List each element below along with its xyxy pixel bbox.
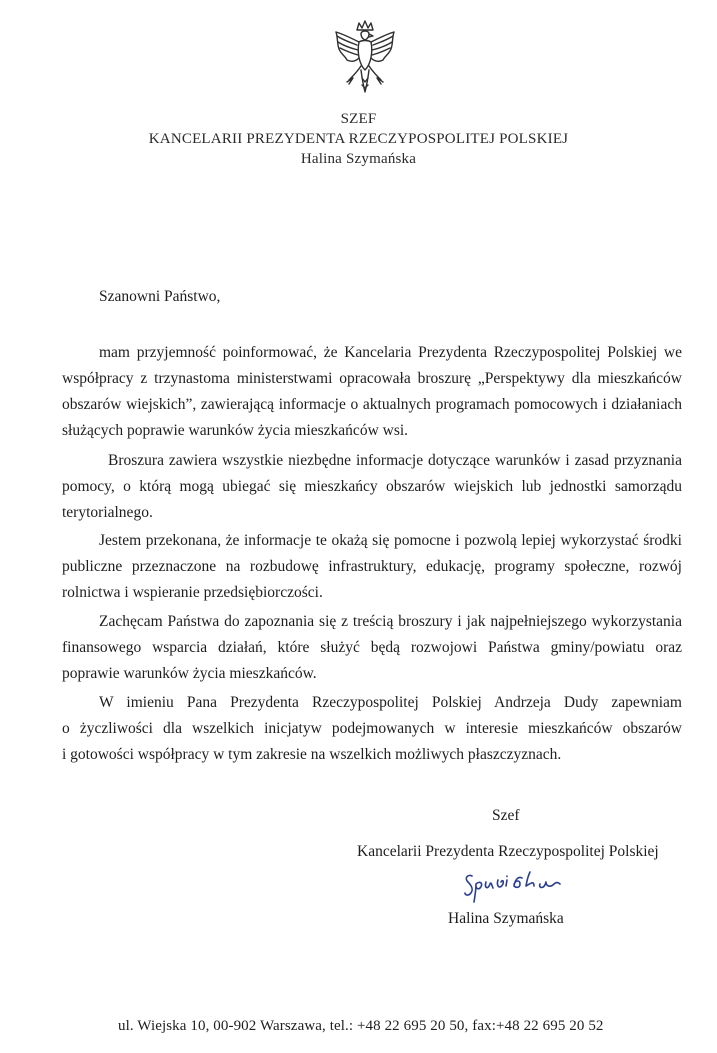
letter-salutation: Szanowni Państwo,: [99, 288, 221, 305]
letter-paragraph-4-cont: [62, 635, 682, 687]
letter-paragraph-5-cont: [62, 716, 682, 768]
paragraph-line: o życzliwości dla wszelkich inicjatyw podejmowanych w interesie mieszkańców obszarów: [62, 720, 682, 737]
paragraph-line: służących poprawie warunków życia mieszkańców wsi.: [62, 422, 409, 439]
paragraph-line: obszarów wiejskich”, zawierającą informacje o aktualnych programach pomocowych i działaniach: [62, 396, 682, 413]
signature-title: Szef: [492, 807, 520, 824]
letter-paragraph-1: [99, 340, 682, 366]
paragraph-line: współpracy z trzynastoma ministerstwami opracowała broszurę „Perspektywy dla mieszkańców: [62, 370, 682, 387]
paragraph-line: finansowego wsparcia działań, które służyć będą rozwojowi Państwa gminy/powiatu oraz: [62, 639, 682, 656]
paragraph-line: mam przyjemność poinformować, że Kancelaria Prezydenta Rzeczypospolitej Polskiej we: [99, 344, 682, 361]
letter-paragraph-2-cont: [62, 474, 682, 526]
letter-paragraph-5: [99, 690, 682, 716]
paragraph-line: Zachęcam Państwa do zapoznania się z treścią broszury i jak najpełniejszego wykorzystania: [99, 613, 682, 630]
paragraph-line: terytorialnego.: [62, 504, 153, 521]
paragraph-line: Broszura zawiera wszystkie niezbędne informacje dotyczące warunków i zasad przyznania: [108, 452, 682, 469]
handwritten-signature: [460, 866, 570, 904]
signature-name: Halina Szymańska: [448, 910, 564, 927]
letter-paragraph-3: [99, 528, 682, 554]
letter-paragraph-4: [99, 609, 682, 635]
paragraph-line: rolnictwa i wspieranie przedsiębiorczości.: [62, 584, 323, 601]
letter-paragraph-2: [108, 448, 682, 474]
paragraph-line: W imieniu Pana Prezydenta Rzeczypospolitej Polskiej Andrzeja Dudy zapewniam: [99, 694, 682, 711]
footer-address: ul. Wiejska 10, 00-902 Warszawa, tel.: +48 22 695 20 50, fax:+48 22 695 20 52: [118, 1018, 604, 1034]
letter-paragraph-3-cont: [62, 554, 682, 606]
header-name: Halina Szymańska: [300, 151, 417, 167]
header-title: SZEF: [340, 111, 377, 127]
paragraph-line: i gotowości współpracy w tym zakresie na wszelkich możliwych płaszczyznach.: [62, 746, 562, 763]
paragraph-line: poprawie warunków życia mieszkańców.: [62, 665, 317, 682]
paragraph-line: publiczne przeznaczone na rozbudowę infrastruktury, edukację, programy społeczne, rozwój: [62, 558, 682, 575]
signature-office: Kancelarii Prezydenta Rzeczypospolitej Polskiej: [357, 843, 659, 860]
polish-eagle-emblem-icon: [331, 18, 399, 98]
paragraph-line: pomocy, o którą mogą ubiegać się mieszkańcy obszarów wiejskich lub jednostki samorządu: [62, 478, 682, 495]
header-office: KANCELARII PREZYDENTA RZECZYPOSPOLITEJ POLSKIEJ: [148, 131, 569, 147]
letter-paragraph-1-cont: [62, 366, 682, 444]
paragraph-line: Jestem przekonana, że informacje te okażą się pomocne i pozwolą lepiej wykorzystać środki: [99, 532, 682, 549]
